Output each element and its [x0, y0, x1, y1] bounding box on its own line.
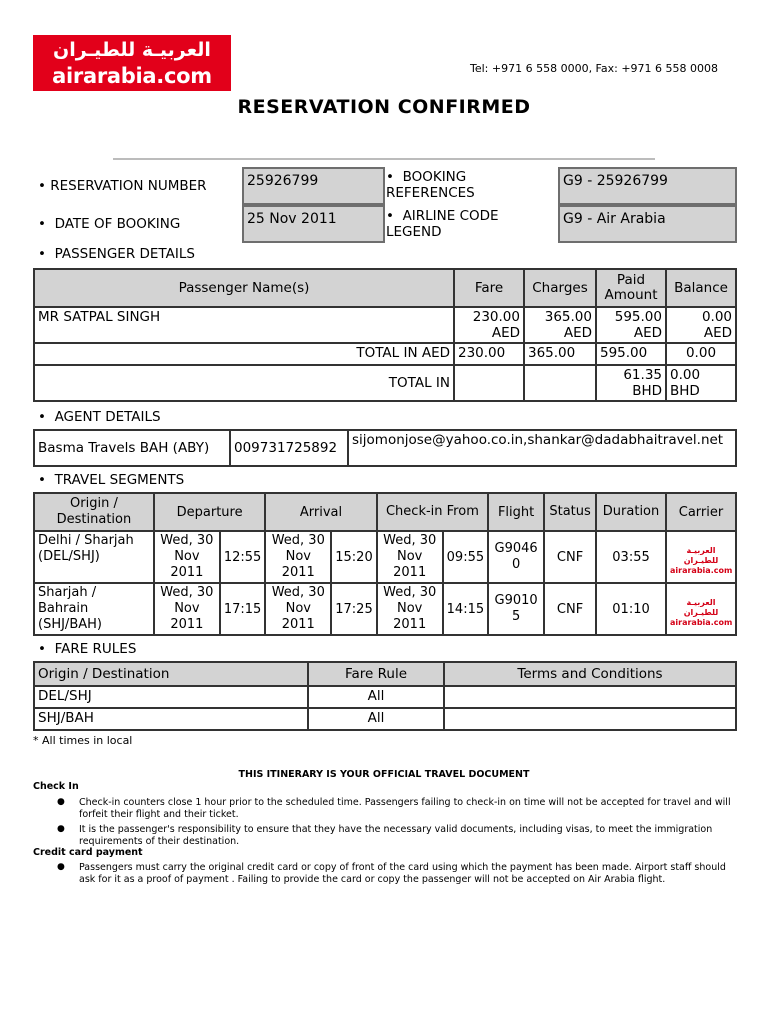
travel-segments-heading: • TRAVEL SEGMENTS: [38, 472, 185, 488]
airline-code-legend-label: • AIRLINE CODE LEGEND: [386, 208, 499, 240]
flight-number: G90105: [488, 583, 544, 635]
checkin-time: 09:55: [443, 531, 488, 583]
paid-value: 595.00 AED: [596, 307, 666, 343]
total-in-fare: [454, 365, 524, 401]
page-title: RESERVATION CONFIRMED: [237, 96, 531, 118]
total-aed-label: TOTAL IN AED: [34, 343, 454, 365]
segment-origin: Delhi / Sharjah (DEL/SHJ): [34, 531, 154, 583]
credit-card-heading: Credit card payment: [33, 847, 143, 858]
fare-value: 230.00 AED: [454, 307, 524, 343]
bullet-icon: •: [38, 216, 46, 232]
bullet-icon: ●: [57, 797, 65, 807]
fr-terms: [444, 686, 736, 708]
col-duration: Duration: [596, 493, 666, 531]
agent-details-heading: • AGENT DETAILS: [38, 409, 161, 425]
fr-rule: All: [308, 686, 444, 708]
status-value: CNF: [544, 531, 596, 583]
col-carrier: Carrier: [666, 493, 736, 531]
bullet-icon: •: [386, 169, 394, 185]
duration-value: 01:10: [596, 583, 666, 635]
bullet-icon: •: [38, 472, 46, 488]
times-note: * All times in local: [33, 734, 133, 747]
total-in-paid: 61.35 BHD: [596, 365, 666, 401]
carrier-logo: [666, 531, 736, 583]
departure-date: Wed, 30 Nov 2011: [154, 531, 220, 583]
bullet-icon: •: [38, 409, 46, 425]
departure-time: 12:55: [220, 531, 265, 583]
bullet-icon: •: [38, 246, 46, 262]
airarabia-logo-icon: العربيـة للطيـران airarabia.com: [670, 598, 733, 627]
agent-phone: 009731725892: [230, 430, 348, 466]
segments-table: [33, 492, 737, 636]
list-item: ● Check-in counters close 1 hour prior to the scheduled time. Passengers failing to check-in on time will not be accepted for travel and will forfeit their flight and their ticket.: [57, 797, 731, 820]
col-fr-origin-destination: Origin / Destination: [34, 662, 308, 686]
col-status: Status: [544, 493, 596, 531]
airarabia-logo: [33, 35, 231, 91]
col-check-in-from: Check-in From: [377, 493, 488, 531]
segment-origin: Sharjah / Bahrain (SHJ/BAH): [34, 583, 154, 635]
fare-rules-heading: • FARE RULES: [38, 641, 137, 657]
table-row: [34, 583, 736, 635]
agent-name: Basma Travels BAH (ABY): [34, 430, 230, 466]
fr-origin-destination: SHJ/BAH: [34, 708, 308, 730]
arrival-time: 15:20: [331, 531, 376, 583]
contact-info: Tel: +971 6 558 0000, Fax: +971 6 558 0008: [470, 62, 719, 75]
balance-value: 0.00 AED: [666, 307, 736, 343]
credit-card-list: [57, 862, 731, 885]
total-in-balance: 0.00 BHD: [666, 365, 736, 401]
booking-reference-value: G9 - 25926799: [558, 167, 737, 205]
table-row: [34, 531, 736, 583]
duration-value: 03:55: [596, 531, 666, 583]
bullet-icon: •: [386, 208, 394, 224]
col-arrival: Arrival: [265, 493, 376, 531]
bullet-icon: •: [38, 178, 46, 194]
total-in-label: TOTAL IN: [34, 365, 454, 401]
table-row: [34, 686, 736, 708]
checkin-date: Wed, 30 Nov 2011: [377, 583, 443, 635]
col-charges: Charges: [524, 269, 596, 307]
table-header-row: [34, 662, 736, 686]
col-departure: Departure: [154, 493, 265, 531]
bullet-icon: ●: [57, 824, 65, 834]
flight-number: G90460: [488, 531, 544, 583]
total-in-row: [34, 365, 736, 401]
agent-table: [33, 429, 737, 467]
reservation-number-value: 25926799: [242, 167, 385, 205]
date-of-booking-label: • DATE OF BOOKING: [38, 216, 181, 232]
col-fare: Fare: [454, 269, 524, 307]
table-row: [34, 708, 736, 730]
bullet-icon: ●: [57, 862, 65, 872]
col-paid-amount: Paid Amount: [596, 269, 666, 307]
total-in-charges: [524, 365, 596, 401]
reservation-number-label: • RESERVATION NUMBER: [38, 178, 207, 194]
table-row: [34, 307, 736, 343]
charges-value: 365.00 AED: [524, 307, 596, 343]
passenger-name: MR SATPAL SINGH: [34, 307, 454, 343]
official-document-note: THIS ITINERARY IS YOUR OFFICIAL TRAVEL DOCUMENT: [238, 769, 530, 780]
total-aed-charges: 365.00: [524, 343, 596, 365]
list-item: ● It is the passenger's responsibility to ensure that they have the necessary valid documents, including visas, to meet the immigration requirements of their destination.: [57, 824, 713, 847]
total-aed-balance: 0.00: [666, 343, 736, 365]
carrier-logo: [666, 583, 736, 635]
divider: [113, 158, 655, 160]
list-item: ● Passengers must carry the original credit card or copy of front of the card using which the payment has been made. Airport staff should ask for it as a proof of payment . Failing to provide the card or copy the passenger will not be accepted on Air Arabia flight.: [57, 862, 726, 885]
airarabia-logo-icon: العربيـة للطيـران airarabia.com: [670, 546, 733, 575]
arrival-time: 17:25: [331, 583, 376, 635]
date-of-booking-value: 25 Nov 2011: [242, 205, 385, 243]
departure-date: Wed, 30 Nov 2011: [154, 583, 220, 635]
passenger-details-heading: • PASSENGER DETAILS: [38, 246, 195, 262]
col-fare-rule: Fare Rule: [308, 662, 444, 686]
departure-time: 17:15: [220, 583, 265, 635]
col-terms: Terms and Conditions: [444, 662, 736, 686]
logo-english-text: airarabia.com: [52, 64, 212, 88]
total-aed-paid: 595.00: [596, 343, 666, 365]
passenger-table: [33, 268, 737, 402]
booking-references-label: • BOOKING REFERENCES: [386, 169, 475, 201]
checkin-time: 14:15: [443, 583, 488, 635]
check-in-list: [57, 797, 731, 847]
col-balance: Balance: [666, 269, 736, 307]
table-header-row: [34, 493, 736, 531]
airline-code-value: G9 - Air Arabia: [558, 205, 737, 243]
col-flight: Flight: [488, 493, 544, 531]
table-header-row: [34, 269, 736, 307]
logo-arabic-text: العربيـة للطيـران: [53, 39, 211, 61]
arrival-date: Wed, 30 Nov 2011: [265, 583, 331, 635]
checkin-date: Wed, 30 Nov 2011: [377, 531, 443, 583]
total-aed-fare: 230.00: [454, 343, 524, 365]
check-in-heading: Check In: [33, 781, 79, 792]
col-passenger-name: Passenger Name(s): [34, 269, 454, 307]
total-aed-row: [34, 343, 736, 365]
bullet-icon: •: [38, 641, 46, 657]
col-origin-destination: Origin / Destination: [34, 493, 154, 531]
fr-origin-destination: DEL/SHJ: [34, 686, 308, 708]
fr-terms: [444, 708, 736, 730]
arrival-date: Wed, 30 Nov 2011: [265, 531, 331, 583]
status-value: CNF: [544, 583, 596, 635]
agent-emails: sijomonjose@yahoo.co.in,shankar@dadabhaitravel.net: [348, 430, 736, 466]
fr-rule: All: [308, 708, 444, 730]
fare-rules-table: [33, 661, 737, 731]
table-row: [34, 430, 736, 466]
